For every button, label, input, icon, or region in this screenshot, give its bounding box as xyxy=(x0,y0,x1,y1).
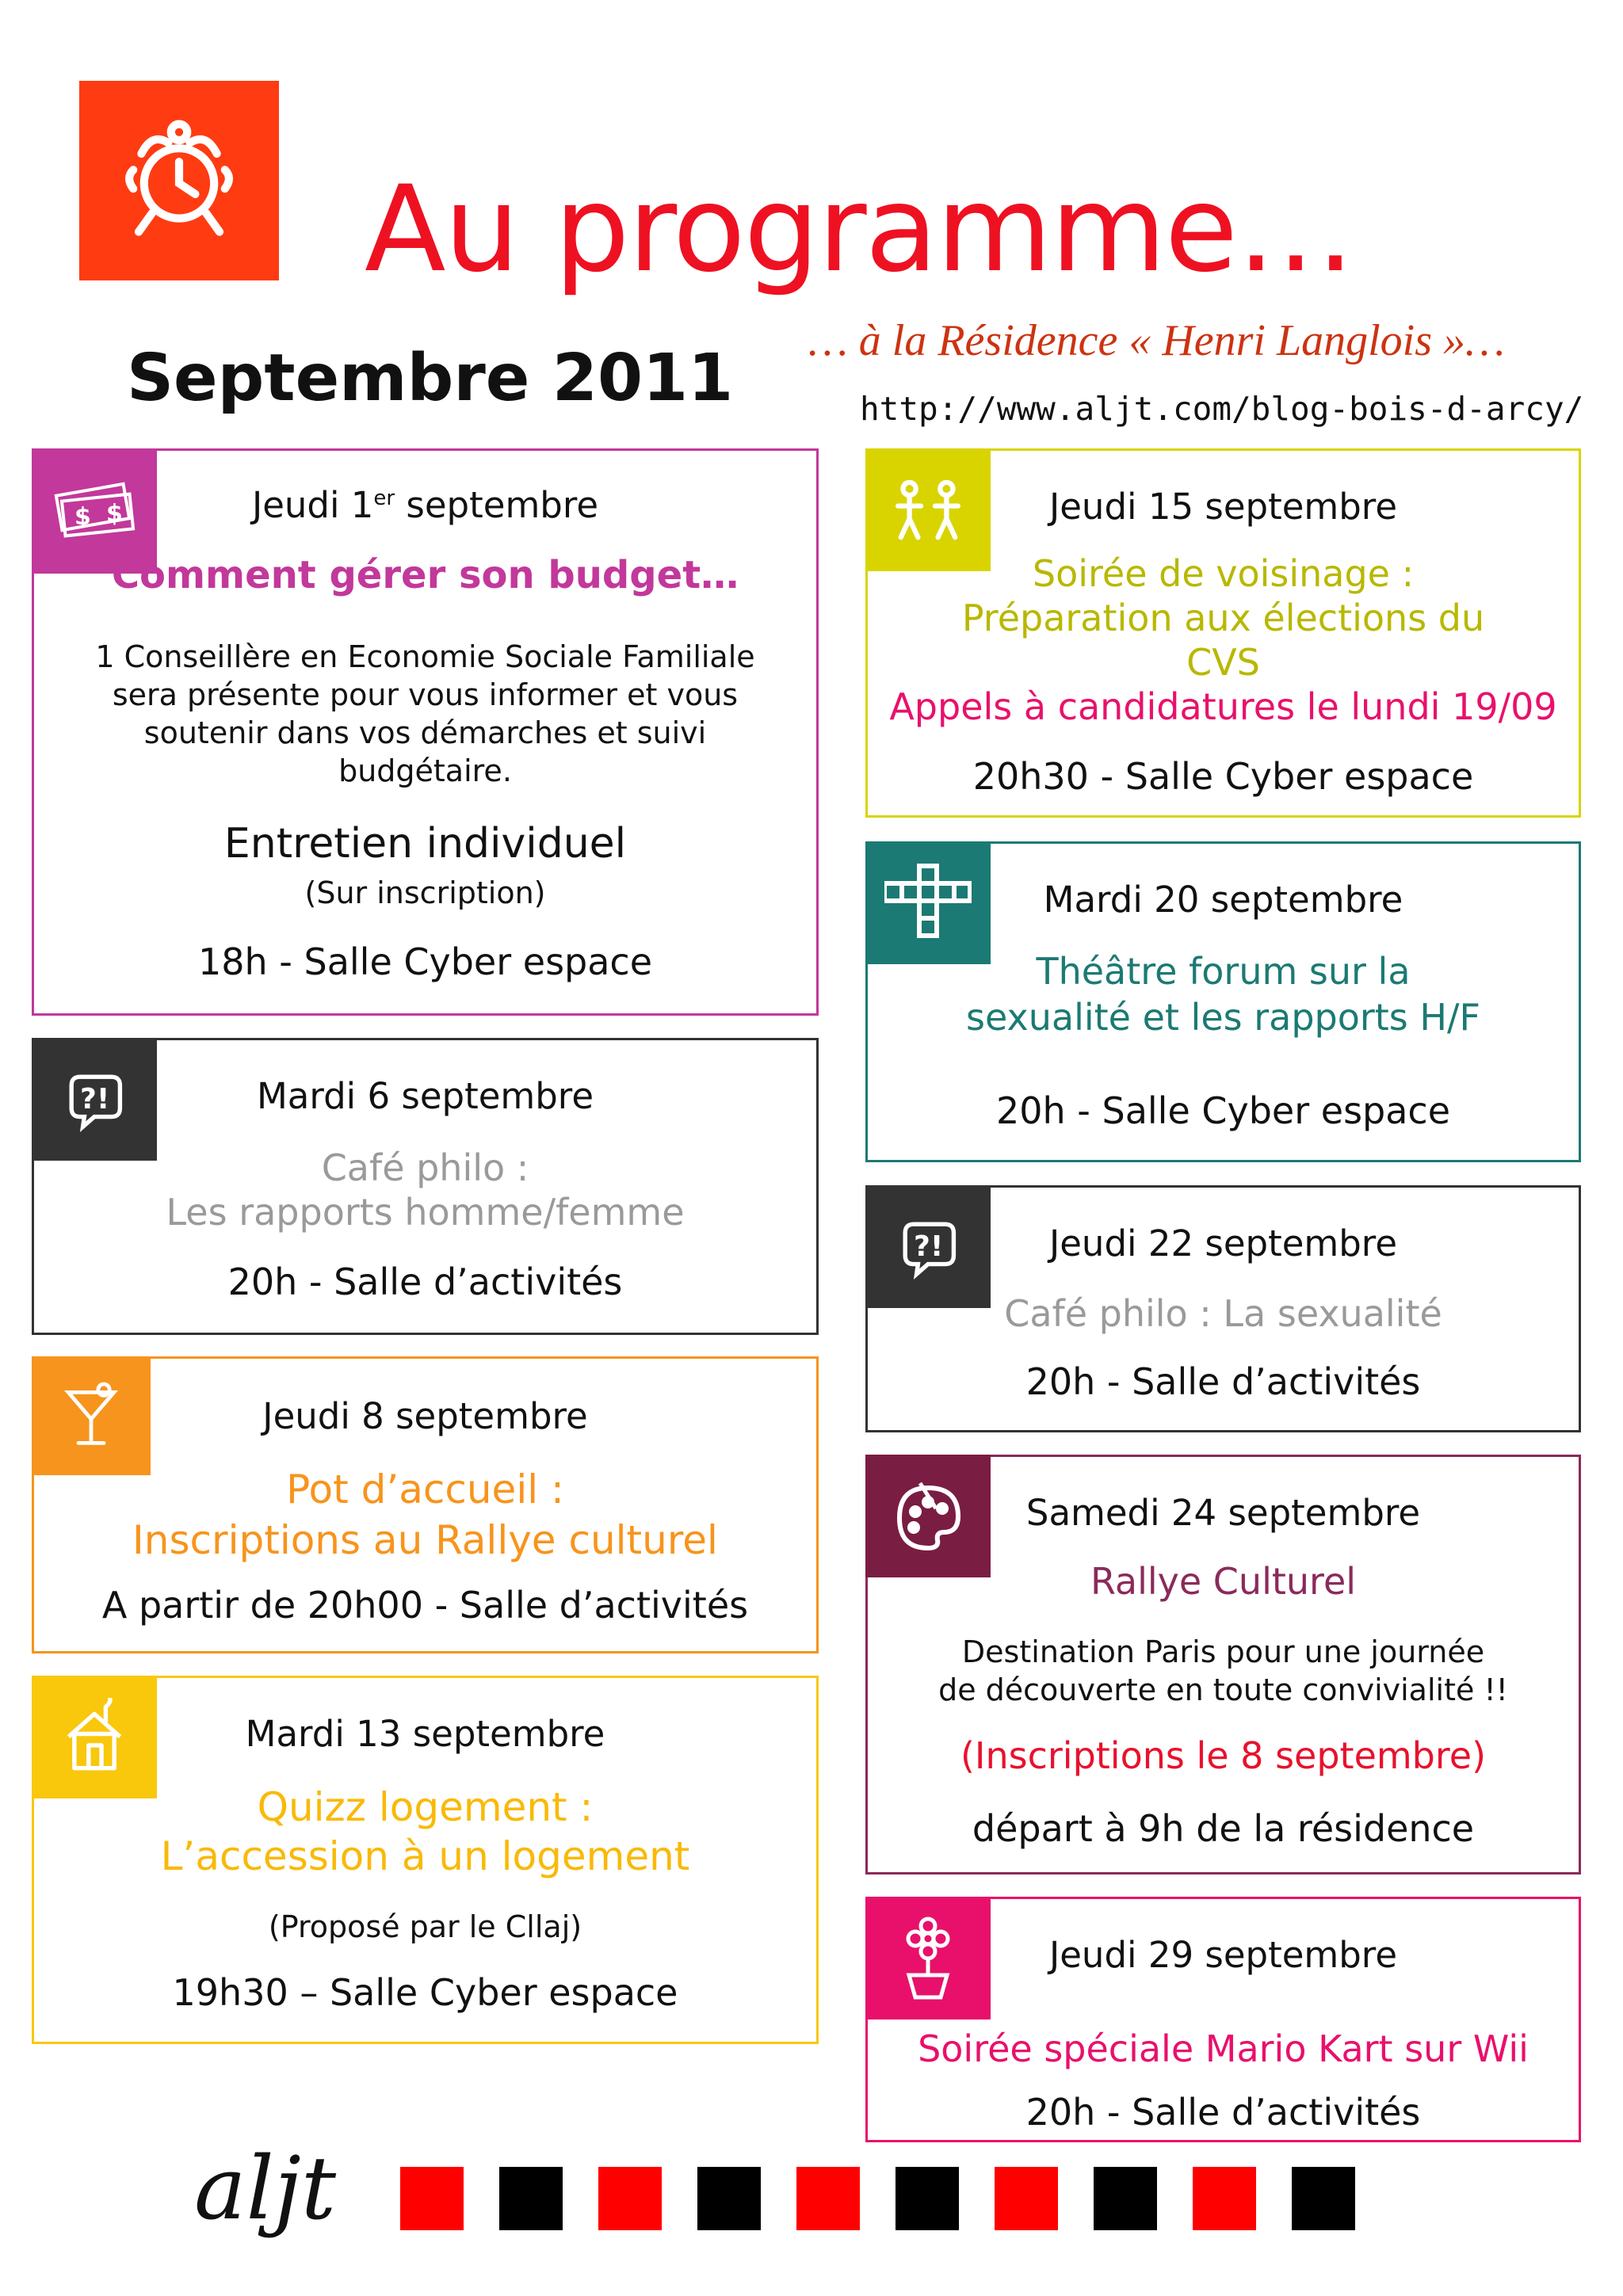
blog-url[interactable]: http://www.aljt.com/blog-bois-d-arcy/ xyxy=(860,390,1584,428)
event-title-line-1: Quizz logement : xyxy=(257,1784,594,1830)
event-title: Comment gérer son budget… xyxy=(111,553,739,597)
event-title-line-3: CVS xyxy=(1186,641,1260,684)
event-date: Mardi 6 septembre xyxy=(256,1075,594,1117)
event-card-sept-20 xyxy=(865,841,1581,1162)
event-card-sept-29 xyxy=(865,1897,1581,2142)
event-title-line-2: L’accession à un logement xyxy=(160,1833,690,1879)
event-location: 18h - Salle Cyber espace xyxy=(197,940,653,983)
decorative-square xyxy=(499,2167,563,2230)
event-location: 20h - Salle d’activités xyxy=(227,1261,623,1303)
svg-text:$: $ xyxy=(106,500,123,528)
event-card-sept-1 xyxy=(32,448,819,1016)
event-date xyxy=(34,484,816,526)
event-location: 20h30 - Salle Cyber espace xyxy=(972,755,1474,798)
event-location: départ à 9h de la résidence xyxy=(972,1807,1475,1850)
event-title-line-2: Inscriptions au Rallye culturel xyxy=(132,1517,718,1563)
event-title-line-1: Café philo : La sexualité xyxy=(1004,1292,1442,1335)
residence-subtitle: … à la Résidence « Henri Langlois »… xyxy=(808,316,1505,365)
aljt-logo xyxy=(186,2076,337,2274)
event-title-line-2: Les rapports homme/femme xyxy=(166,1191,685,1234)
event-location: 20h - Salle d’activités xyxy=(1025,2091,1421,2134)
event-desc-3: soutenir dans vos démarches et suivi xyxy=(143,715,707,750)
event-title-line-2: Préparation aux élections du xyxy=(961,597,1485,639)
aljt-logo-text: aljt xyxy=(194,2138,337,2239)
event-date: Jeudi 29 septembre xyxy=(1048,1934,1398,1976)
event-extra-note: (Sur inscription) xyxy=(304,875,546,910)
decorative-square xyxy=(697,2167,761,2230)
event-date-sup: er xyxy=(373,486,395,510)
page-title: Au programme… xyxy=(365,161,1354,299)
event-title-line-2: sexualité et les rapports H/F xyxy=(966,996,1480,1039)
event-title-line-1: Soirée de voisinage : xyxy=(1032,552,1415,595)
event-card-sept-15 xyxy=(865,448,1581,818)
event-date-day: Jeudi 1 xyxy=(251,484,374,526)
event-location: 19h30 – Salle Cyber espace xyxy=(172,1971,678,2014)
event-date: Jeudi 8 septembre xyxy=(262,1395,588,1437)
event-title-line-1: Théâtre forum sur la xyxy=(1036,950,1411,993)
event-desc-2: sera présente pour vous informer et vous xyxy=(112,677,739,712)
event-location: 20h - Salle d’activités xyxy=(1025,1360,1421,1403)
decorative-square xyxy=(1292,2167,1355,2230)
event-date: Jeudi 15 septembre xyxy=(1048,486,1398,528)
event-card-sept-6 xyxy=(32,1038,819,1335)
event-desc-2: de découverte en toute convivialité !! xyxy=(938,1672,1508,1707)
event-date: Jeudi 22 septembre xyxy=(1048,1222,1398,1264)
event-title-line-1: Café philo : xyxy=(321,1146,529,1189)
event-title-line-1: Pot d’accueil : xyxy=(286,1466,564,1512)
event-date: Mardi 13 septembre xyxy=(245,1713,605,1755)
event-date: Samedi 24 septembre xyxy=(1025,1492,1421,1534)
event-title-2: (Inscriptions le 8 septembre) xyxy=(960,1734,1487,1777)
event-extra-title: Entretien individuel xyxy=(223,820,627,868)
event-desc-1: Destination Paris pour une journée xyxy=(961,1634,1485,1669)
event-date: Mardi 20 septembre xyxy=(1043,879,1403,921)
svg-text:?!: ?! xyxy=(914,1230,944,1263)
event-title-2: Appels à candidatures le lundi 19/09 xyxy=(889,685,1557,728)
svg-text:$: $ xyxy=(74,503,91,531)
alarm-clock-icon xyxy=(112,113,246,248)
event-note: (Proposé par le Cllaj) xyxy=(268,1909,582,1944)
event-card-sept-24 xyxy=(865,1455,1581,1875)
aljt-logo-mark xyxy=(186,2076,337,2274)
alarm-clock-logo xyxy=(79,81,279,280)
event-card-sept-8 xyxy=(32,1356,819,1653)
event-title-line-1: Rallye Culturel xyxy=(1090,1560,1357,1603)
event-title-line-1: Soirée spéciale Mario Kart sur Wii xyxy=(918,2027,1529,2070)
event-location: A partir de 20h00 - Salle d’activités xyxy=(101,1584,749,1627)
svg-text:?!: ?! xyxy=(80,1082,110,1116)
event-card-sept-13 xyxy=(32,1676,819,2044)
event-desc-4: budgétaire. xyxy=(338,753,512,788)
decorative-square xyxy=(400,2167,464,2230)
event-card-sept-22 xyxy=(865,1185,1581,1432)
month-heading: Septembre 2011 xyxy=(127,341,734,416)
decorative-square xyxy=(1193,2167,1256,2230)
decorative-square xyxy=(896,2167,959,2230)
decorative-square xyxy=(796,2167,860,2230)
decorative-square xyxy=(1094,2167,1157,2230)
decorative-square xyxy=(995,2167,1058,2230)
event-date-month: septembre xyxy=(395,484,599,526)
decorative-square xyxy=(598,2167,662,2230)
event-location: 20h - Salle Cyber espace xyxy=(995,1089,1451,1132)
event-desc-1: 1 Conseillère en Economie Sociale Familiale xyxy=(95,639,755,674)
